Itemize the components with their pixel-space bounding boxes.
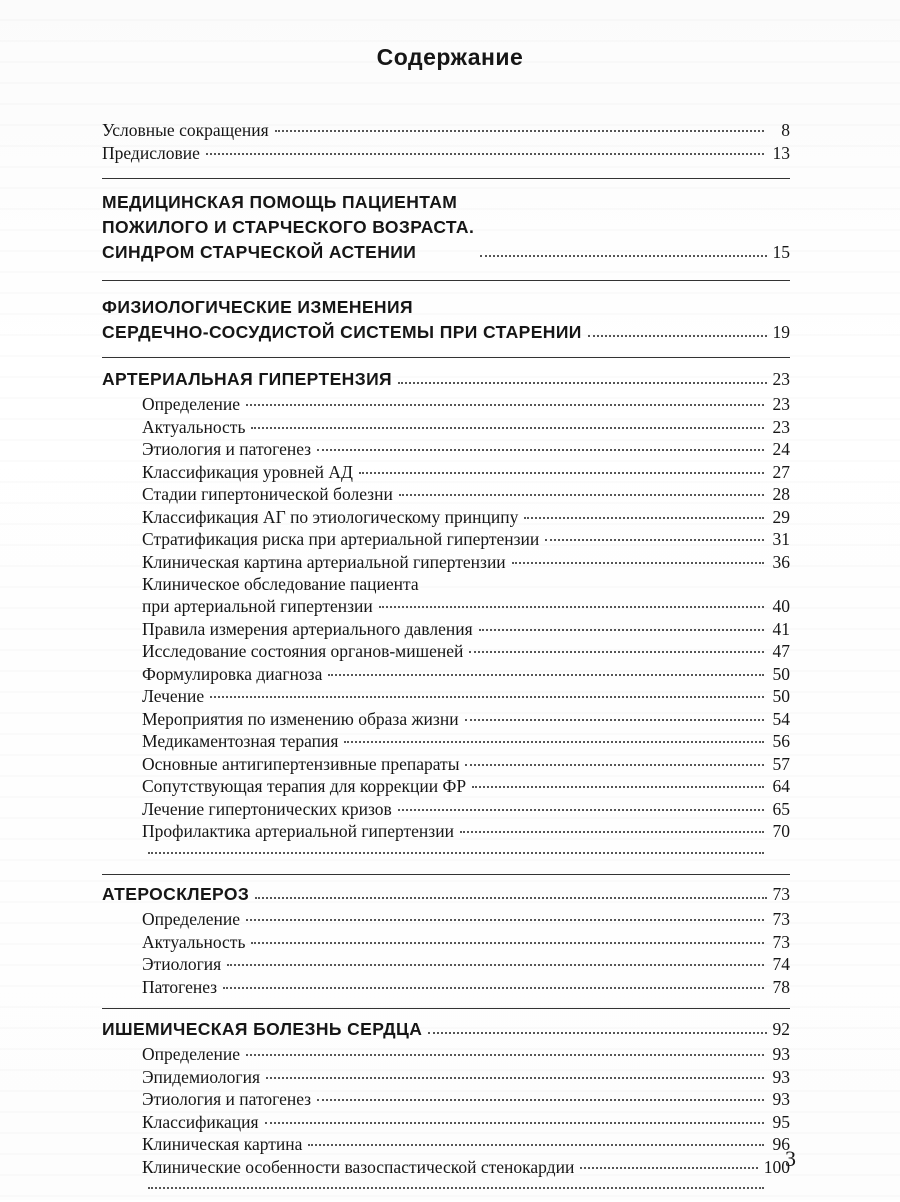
toc-entry: Классификация уровней АД 27 [142,461,790,482]
toc-entry [102,120,790,143]
toc-entry: Патогенез 78 [142,976,790,997]
toc-entry: Медикаментозная терапия 56 [142,731,790,751]
dot-leader [399,482,764,496]
dot-leader [480,245,766,257]
dot-leader [148,1175,764,1189]
toc-section-label: АРТЕРИАЛЬНАЯ ГИПЕРТЕНЗИЯ [102,369,393,389]
toc-entry: Определение 23 [142,394,790,414]
dot-leader [428,1022,766,1034]
toc-section-page: 23 [772,369,790,389]
toc-entry: Этиология 74 [142,954,790,974]
dot-leader [472,774,764,788]
section-rule [102,357,790,358]
toc-section-label: ИШЕМИЧЕСКАЯ БОЛЕЗНЬ СЕРДЦА [102,1019,423,1039]
toc-entry-label: Условные сокращения [102,120,269,140]
toc-entry: Эпидемиология 93 [142,1066,790,1087]
toc-entry: Актуальность 23 [142,416,790,437]
toc-entry-multiline: Клиническое обследование пациента при артериальной гипертензии 40 [142,574,790,616]
toc-entry: Правила измерения артериального давления 41 [142,618,790,639]
toc-section-heading [102,1017,790,1042]
dot-leader [246,392,764,406]
dot-leader [524,505,764,519]
dot-leader [246,907,764,921]
toc-entry: Классификация 95 [142,1111,790,1132]
dot-leader [251,930,764,944]
dot-leader [465,707,764,721]
dot-leader [344,729,764,743]
toc-entry: Актуальность 73 [142,931,790,952]
toc-entry: Клинические особенности вазоспастической стенокардии 100 [142,1156,790,1177]
section-rule [102,280,790,281]
toc-entry: Этиология и патогенез 24 [142,439,790,459]
toc-entry: Стратификация риска при артериальной гипертензии 31 [142,529,790,549]
toc-entry: Формулировка диагноза 50 [142,663,790,684]
toc-entry: Стадии гипертонической болезни 28 [142,484,790,504]
toc-subentries [102,1044,790,1202]
dot-leader [223,975,764,989]
dot-leader [227,952,764,966]
toc-entry: Лечение гипертонических кризов 65 [142,798,790,819]
toc-section-label: АТЕРОСКЛЕРОЗ [102,884,250,904]
dot-leader [379,594,764,608]
section-rule [102,178,790,179]
dot-leader [148,840,764,854]
toc-entry [102,143,790,166]
toc-entry: Лечение 50 [142,686,790,706]
dot-leader [588,325,767,337]
dot-leader [206,141,764,155]
toc-entry: Мероприятия по изменению образа жизни 54 [142,708,790,729]
dot-leader [317,1087,764,1101]
dot-leader [465,752,764,766]
toc-entry: Исследование состояния органов-мишеней 47 [142,641,790,661]
dot-leader [398,797,764,811]
toc-entry: Профилактика артериальной гипертензии 70 [142,821,790,841]
section-rule [102,1008,790,1009]
dot-leader [359,460,764,474]
page-number: 3 [785,1146,796,1171]
dot-leader [246,1042,764,1056]
table-of-contents [102,120,790,1202]
dot-leader [255,887,766,899]
toc-entry: Клиническая картина артериальной гипертензии 36 [142,551,790,572]
toc-section-heading [102,367,790,392]
toc-entry: Определение 73 [142,909,790,929]
toc-subentries [102,909,790,999]
dot-leader [308,1132,764,1146]
toc-section-heading [102,882,790,907]
dot-leader [460,819,764,833]
toc-section-page: 92 [772,1019,790,1039]
toc-entry: Классификация АГ по этиологическому принципу 29 [142,506,790,527]
toc-entry-label: Предисловие [102,143,200,163]
dot-leader [317,437,764,451]
toc-entry [102,844,790,867]
toc-entry: Основные антигипертензивные препараты 57 [142,753,790,774]
toc-section-page: 19 [772,322,790,342]
page-title: Содержание [376,44,524,70]
dot-leader [398,372,766,384]
dot-leader [479,617,764,631]
dot-leader [545,527,764,541]
dot-leader [210,684,764,698]
toc-entry-page: 8 [781,120,790,140]
dot-leader [266,1065,764,1079]
toc-subentries [102,394,790,866]
toc-section-heading [102,295,790,345]
toc-section-label: ФИЗИОЛОГИЧЕСКИЕ ИЗМЕНЕНИЯ СЕРДЕЧНО-СОСУДИСТОЙ СИСТЕМЫ ПРИ СТАРЕНИИ [102,297,582,342]
dot-leader [469,639,764,653]
toc-entry [102,1179,790,1202]
dot-leader [251,415,764,429]
toc-entry: Клиническая картина 96 [142,1134,790,1154]
toc-section-page: 73 [772,884,790,904]
toc-section-heading [102,190,790,265]
toc-entry: Определение 93 [142,1044,790,1064]
toc-entry: Этиология и патогенез 93 [142,1089,790,1109]
toc-section-label: МЕДИЦИНСКАЯ ПОМОЩЬ ПАЦИЕНТАМ ПОЖИЛОГО И СТАРЧЕСКОГО ВОЗРАСТА. СИНДРОМ СТАРЧЕСКОЙ АСТЕНИИ [102,192,475,262]
toc-section-page: 15 [772,242,790,262]
toc-entry: Сопутствующая терапия для коррекции ФР 64 [142,776,790,796]
dot-leader [265,1110,764,1124]
dot-leader [328,662,764,676]
toc-entry-page: 13 [772,143,790,163]
dot-leader [512,550,764,564]
section-rule [102,874,790,875]
dot-leader [275,118,764,132]
dot-leader [580,1155,757,1169]
